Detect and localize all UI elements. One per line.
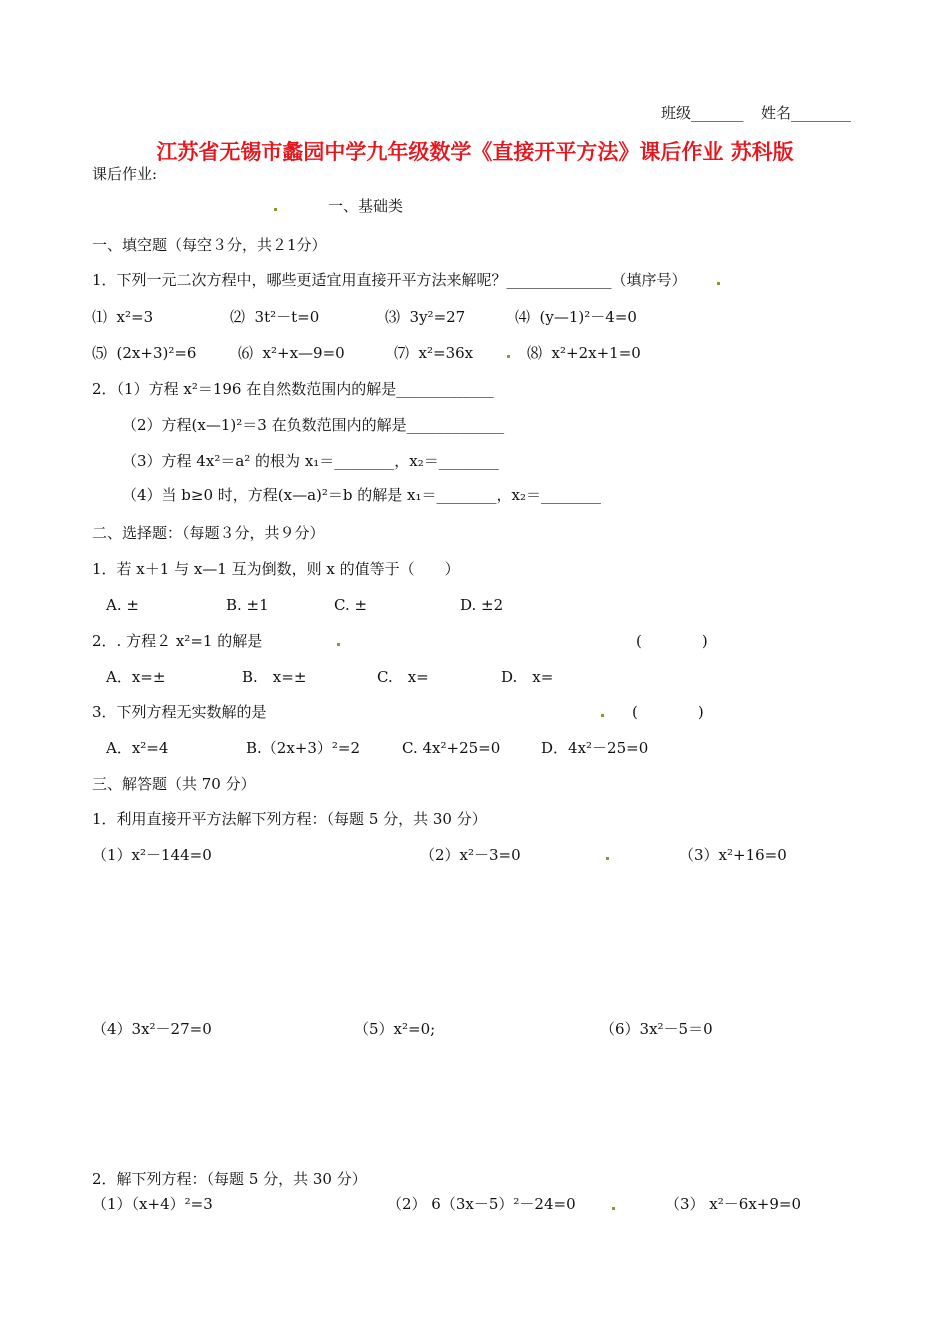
decorative-dot [274,208,277,211]
equation-item: ⑶ 3y²=27 [385,308,466,326]
part3-heading: 三、解答题（共 70 分） [92,775,256,793]
equation-item: ⑹ x²+x—9=0 [238,344,345,362]
decorative-dot [717,282,720,285]
problem-item: （1）（x+4）²=3 [92,1195,213,1213]
equation-item: ⑸ (2x+3)²=6 [92,344,197,362]
option-item: C. x= [377,668,429,686]
part2-heading: 二、选择题：（每题３分，共９分） [92,524,325,542]
option-item: D．4x²－25=0 [541,739,649,757]
part2-question-2: 2．. 方程２ x²=1 的解是 [92,632,263,650]
option-item: A．x=± [106,668,166,686]
decorative-dot [507,355,510,358]
option-item: B.（2x+3）²=2 [246,739,361,757]
decorative-dot [612,1207,615,1210]
part2-question-3: 3．下列方程无实数解的是 [92,703,267,721]
part1-heading: 一、填空题（每空３分，共２1分） [92,236,327,254]
decorative-dot [337,643,340,646]
equation-item: ⑷ (y—1)²－4=0 [515,308,637,326]
problem-item: （4）3x²－27=0 [92,1020,212,1038]
answer-paren: ( ) [632,703,704,721]
part1-question-2-3: （3）方程 4x²＝a² 的根为 x₁＝________，x₂＝________ [122,452,499,470]
option-item: B. x=± [242,668,307,686]
option-item: C. 4x²+25=0 [402,739,501,757]
option-item: A. ± [106,596,139,614]
part3-question-1: 1．利用直接开平方法解下列方程：（每题 5 分，共 30 分） [92,810,487,828]
part1-question-2-4: （4）当 b≥0 时，方程(x—a)²＝b 的解是 x₁＝________，x₂＝________ [122,486,601,504]
document-title: 江苏省无锡市蠡园中学九年级数学《直接开平方法》课后作业 苏科版 [156,140,794,164]
part3-question-2: 2．解下列方程：（每题 5 分，共 30 分） [92,1170,367,1188]
decorative-dot [601,714,604,717]
part2-question-1: 1．若 x＋1 与 x—1 互为倒数，则 x 的值等于（ ） [92,560,460,578]
option-item: A．x²=4 [106,739,169,757]
intro-label: 课后作业: [92,165,158,183]
equation-item: ⑺ x²=36x [394,344,474,362]
option-item: B. ±1 [226,596,269,614]
problem-item: （2） 6（3x－5）²－24=0 [387,1195,576,1213]
problem-item: （5）x²=0; [354,1020,436,1038]
section-basic-heading: 一、基础类 [328,197,404,215]
equation-item: ⑴ x²=3 [92,308,154,326]
part1-question-1: 1．下列一元二次方程中，哪些更适宜用直接开平方法来解呢？______________（填序号） [92,271,687,289]
answer-paren: ( ) [636,632,708,650]
problem-item: （3） x²－6x+9=0 [665,1195,802,1213]
class-field-label: 班级_______ [661,104,744,122]
option-item: C. ± [334,596,368,614]
problem-item: （1）x²－144=0 [92,846,212,864]
problem-item: （6）3x²－5＝0 [600,1020,713,1038]
problem-item: （2）x²－3=0 [420,846,521,864]
equation-item: ⑵ 3t²－t=0 [230,308,320,326]
decorative-dot [606,857,609,860]
option-item: D. x= [501,668,554,686]
part1-question-2-2: （2）方程(x—1)²＝3 在负数范围内的解是_____________ [122,416,505,434]
problem-item: （3）x²+16=0 [679,846,787,864]
equation-item: ⑻ x²+2x+1=0 [527,344,641,362]
part1-question-2-1: 2．（1）方程 x²＝196 在自然数范围内的解是_____________ [92,380,494,398]
name-field-label: 姓名________ [761,104,852,122]
option-item: D. ±2 [460,596,504,614]
